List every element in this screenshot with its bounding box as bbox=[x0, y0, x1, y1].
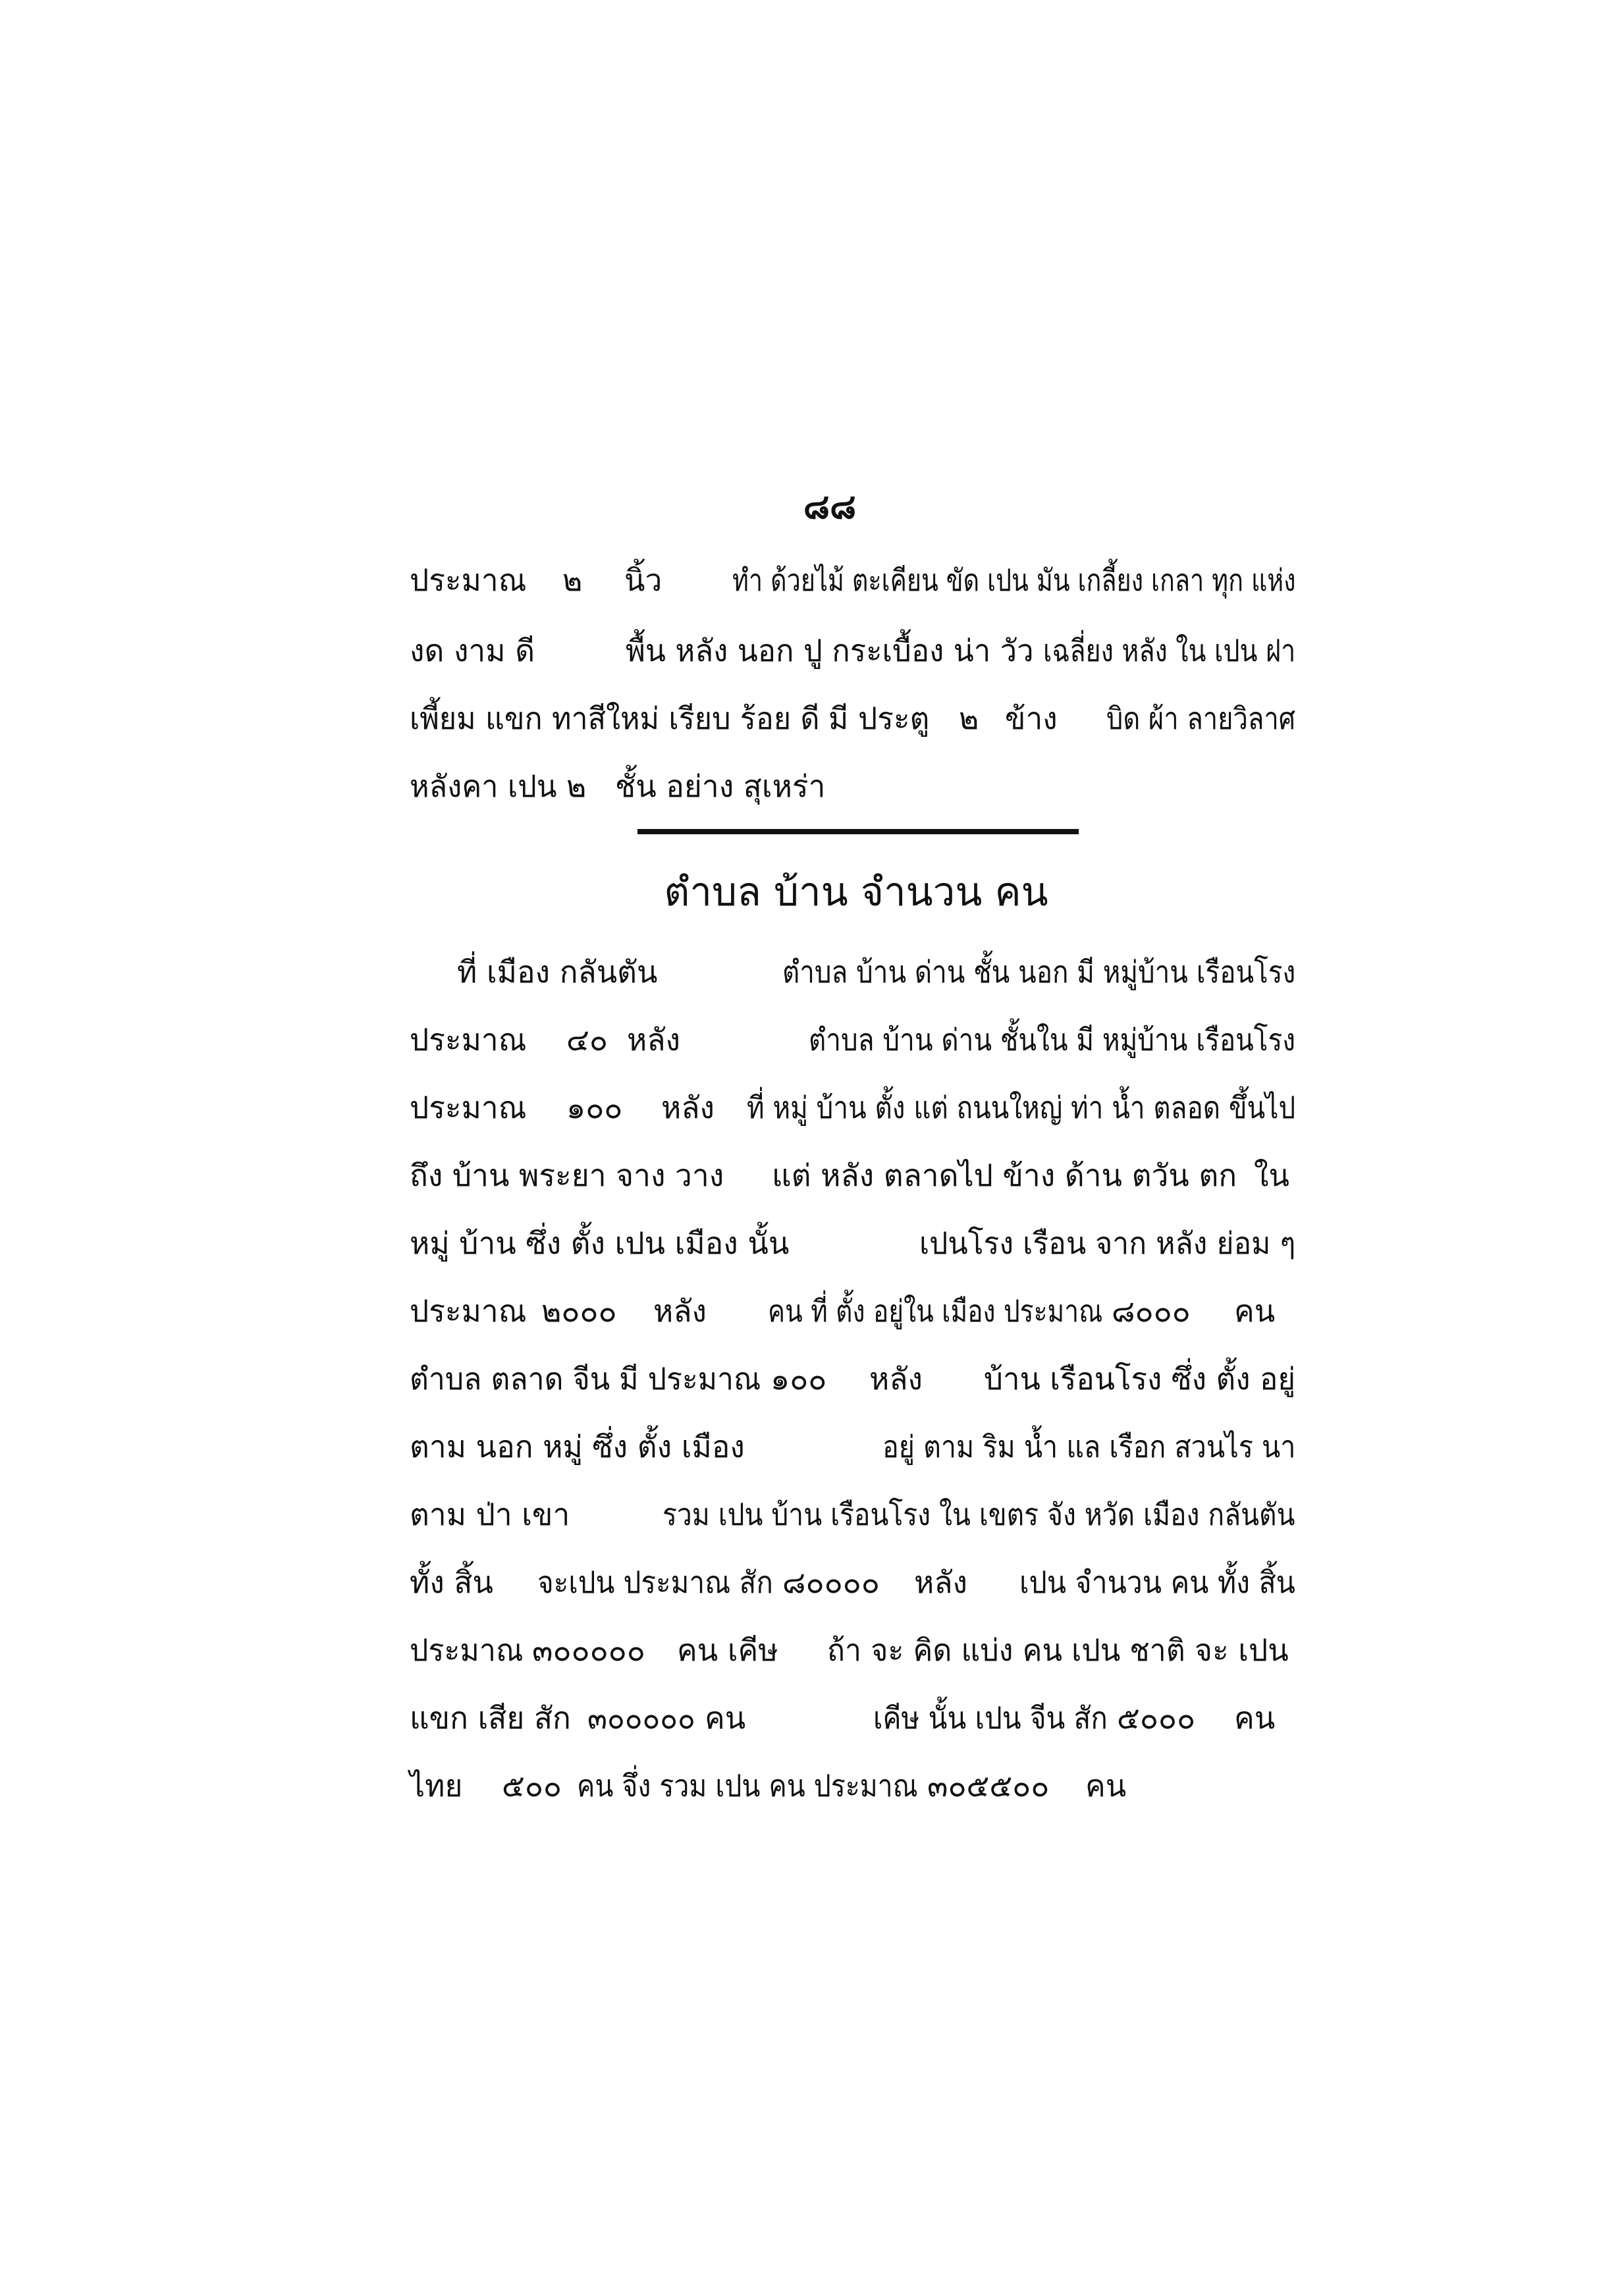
text-segment: ประมาณ bbox=[410, 1632, 524, 1668]
text-segment: ประมาณ bbox=[410, 1022, 527, 1057]
intro-line-4 bbox=[410, 756, 1295, 816]
text-segment: ๒ bbox=[562, 562, 583, 598]
text-segment: ถึง บ้าน พระยา จาง วาง bbox=[410, 1158, 724, 1193]
body-line-9 bbox=[410, 1484, 1295, 1545]
text-segment: ไทย bbox=[410, 1768, 463, 1803]
text-segment: ที่ หมู่ บ้าน ตั้ง แต่ ถนนใหญ่ ท่า น้ำ ตลอด ขึ้นไป bbox=[747, 1090, 1296, 1125]
text-segment: ที่ เมือง กลันตัน bbox=[457, 954, 658, 990]
text-segment: คน ที่ ตั้ง อยู่ใน เมือง ประมาณ bbox=[768, 1293, 1103, 1329]
text-segment: หลัง bbox=[653, 1293, 707, 1329]
text-segment: ๕๐๐๐ bbox=[1117, 1700, 1196, 1736]
text-segment: หลัง bbox=[914, 1564, 967, 1600]
text-segment: เพี้ยม แขก ทาสีใหม่ เรียบ ร้อย ดี bbox=[410, 701, 820, 736]
text-segment: ๓๐๐๐๐๐ bbox=[532, 1632, 645, 1668]
text-segment: คน จึ่ง รวม เปน คน ประมาณ bbox=[577, 1768, 918, 1803]
text-segment: ๑๐๐ bbox=[566, 1090, 623, 1125]
body-line-12 bbox=[410, 1688, 1295, 1748]
body-line-10 bbox=[410, 1552, 1295, 1613]
text-segment: ๒ bbox=[566, 768, 587, 804]
text-segment: แขก เสีย สัก bbox=[410, 1700, 571, 1736]
text-segment: บ้าน เรือนโรง ซึ่ง ตั้ง อยู่ bbox=[984, 1361, 1296, 1397]
intro-line-2 bbox=[410, 620, 1295, 681]
text-segment: อยู่ ตาม ริม น้ำ แล เรือก สวนไร นา bbox=[882, 1429, 1296, 1464]
text-segment: ๕๐๐ bbox=[502, 1768, 562, 1803]
text-segment: เปน จำนวน คน ทั้ง สิ้น bbox=[1019, 1564, 1295, 1600]
body-line-6 bbox=[410, 1281, 1295, 1341]
text-segment: ๒๐๐๐ bbox=[541, 1293, 617, 1329]
text-segment: ๓๐๕๕๐๐ bbox=[927, 1768, 1050, 1803]
body-line-13 bbox=[410, 1755, 1295, 1816]
body-line-3 bbox=[410, 1077, 1295, 1138]
text-segment: ชั้น อย่าง สุเหร่า bbox=[615, 768, 826, 804]
text-segment: มี ประตู bbox=[828, 701, 930, 736]
text-segment: คน bbox=[1085, 1768, 1127, 1803]
text-segment: ตำบล บ้าน ด่าน ชั้นใน มี หมู่บ้าน เรือนโรง bbox=[809, 1022, 1296, 1057]
text-segment: ตาม นอก หมู่ ซึ่ง ตั้ง เมือง bbox=[410, 1429, 745, 1464]
text-segment: ประมาณ bbox=[410, 1293, 527, 1329]
text-segment: คน bbox=[1234, 1700, 1276, 1736]
text-segment: เฉลี่ยง หลัง ใน เปน ฝา bbox=[1043, 633, 1296, 668]
text-segment: คน bbox=[1234, 1293, 1276, 1329]
intro-line-1 bbox=[410, 550, 1295, 610]
section-divider bbox=[637, 829, 1079, 834]
text-segment: จะเปน ประมาณ สัก bbox=[537, 1564, 773, 1600]
text-segment: งด งาม ดี bbox=[410, 633, 535, 668]
text-segment: ถ้า จะ คิด แบ่ง คน เปน ชาติ bbox=[827, 1632, 1185, 1668]
text-segment: เคีษ นั้น เปน จีน สัก bbox=[873, 1700, 1108, 1736]
body-line-11 bbox=[410, 1620, 1295, 1680]
body-line-4 bbox=[410, 1145, 1295, 1206]
text-segment: ใน bbox=[1254, 1158, 1289, 1193]
text-segment: จะ เปน bbox=[1195, 1632, 1289, 1668]
text-segment: ทำ ด้วยไม้ ตะเคียน ขัด เปน มัน เกลี้ยง เกลา ทุก แห่ง bbox=[732, 562, 1296, 598]
text-segment: ๒ bbox=[959, 701, 979, 736]
text-segment: คน bbox=[705, 1700, 746, 1736]
text-segment: ตาม ป่า เขา bbox=[410, 1497, 570, 1532]
text-segment: ตำบล ตลาด จีน มี ประมาณ bbox=[410, 1361, 761, 1397]
text-segment: หมู่ บ้าน ซึ่ง ตั้ง เปน เมือง นั้น bbox=[410, 1225, 790, 1261]
text-segment: ๔๐ bbox=[566, 1022, 608, 1057]
text-segment: ประมาณ bbox=[410, 562, 527, 598]
text-segment: รวม เปน บ้าน เรือนโรง ใน เขตร จัง หวัด เมือง กลันตัน bbox=[662, 1497, 1295, 1532]
body-line-5 bbox=[410, 1213, 1295, 1273]
section-heading: ตำบล บ้าน จำนวน คน bbox=[664, 869, 1048, 915]
text-segment: ๑๐๐ bbox=[770, 1361, 827, 1397]
page-number: ๘๘ bbox=[803, 487, 857, 527]
text-segment: ประมาณ bbox=[410, 1090, 527, 1125]
text-segment: ๘๐๐๐๐ bbox=[782, 1564, 880, 1600]
text-segment: ๓๐๐๐๐๐ bbox=[587, 1700, 695, 1736]
text-segment: หลัง bbox=[661, 1090, 715, 1125]
intro-line-3 bbox=[410, 688, 1295, 749]
text-segment: ทั้ง สิ้น bbox=[410, 1564, 493, 1600]
body-line-7 bbox=[410, 1348, 1295, 1409]
text-segment: หลัง bbox=[869, 1361, 923, 1397]
text-segment: พื้น หลัง นอก ปู กระเบื้อง น่า วัว bbox=[626, 633, 1034, 668]
text-segment: ข้าง bbox=[1005, 701, 1058, 736]
text-segment: คน เคีษ bbox=[677, 1632, 778, 1668]
text-segment: บิด ผ้า ลายวิลาศ bbox=[1106, 701, 1296, 736]
text-segment: แต่ หลัง ตลาดไป ข้าง ด้าน ตวัน ตก bbox=[772, 1158, 1237, 1193]
body-line-1 bbox=[410, 942, 1295, 1002]
text-segment: นิ้ว bbox=[624, 562, 662, 598]
body-line-2 bbox=[410, 1009, 1295, 1070]
text-segment: ๘๐๐๐ bbox=[1112, 1293, 1191, 1329]
text-segment: หลัง bbox=[627, 1022, 680, 1057]
text-segment: ตำบล บ้าน ด่าน ชั้น นอก มี หมู่บ้าน เรือนโรง bbox=[782, 954, 1296, 990]
text-segment: เปนโรง เรือน จาก หลัง ย่อม ๆ bbox=[919, 1225, 1296, 1261]
body-line-8 bbox=[410, 1416, 1295, 1477]
text-segment: หลังคา เปน bbox=[410, 768, 557, 804]
